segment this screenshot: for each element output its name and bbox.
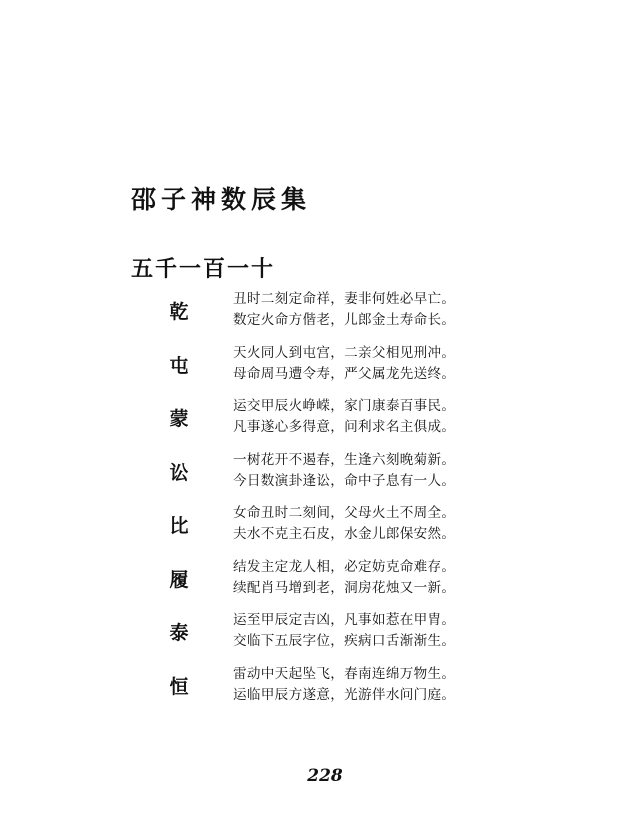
verse-line: 丑时二刻定命祥，妻非何姓必早亡。 xyxy=(233,291,456,307)
section-title: 五千一百一十 xyxy=(131,256,276,282)
page-number: 228 xyxy=(307,766,343,786)
hexagram-entry xyxy=(0,450,640,504)
book-title: 邵子神数辰集 xyxy=(131,185,312,214)
hexagram-name: 履 xyxy=(169,568,189,591)
verse-line: 运临甲辰方遂意，光游伴水问门庭。 xyxy=(233,686,456,703)
verse xyxy=(233,664,455,706)
hexagram-name: 比 xyxy=(169,515,189,537)
verse xyxy=(233,503,455,545)
verse xyxy=(233,343,455,385)
verse xyxy=(233,557,455,599)
verse-line: 女命丑时二刻间，父母火土不周全。 xyxy=(233,505,456,521)
verse xyxy=(233,396,455,438)
hexagram-name: 讼 xyxy=(169,461,189,484)
hexagram-name: 蒙 xyxy=(169,408,189,430)
hexagram-entry xyxy=(0,610,640,664)
verse-line: 运至甲辰定吉凶，凡事如惹在甲胄。 xyxy=(233,612,456,628)
hexagram-entry xyxy=(0,557,640,611)
verse-line: 续配肖马增到老，洞房花烛又一新。 xyxy=(233,579,456,596)
hexagram-name: 屯 xyxy=(169,354,189,377)
hexagram-entry xyxy=(0,396,640,450)
verse-line: 今日数演卦逢讼，命中子息有一人。 xyxy=(233,472,456,489)
verse-line: 一树花开不遏春，生逢六刻晚菊新。 xyxy=(233,451,456,468)
hexagram-entry xyxy=(0,503,640,557)
verse-line: 运交甲辰火峥嵘，家门康泰百事民。 xyxy=(233,398,456,414)
verse-line: 数定火命方偕老，儿郎金土寿命长。 xyxy=(233,312,456,328)
verse-line: 母命周马遭令寿，严父属龙先送终。 xyxy=(233,365,456,382)
verse-line: 交临下五辰字位，疾病口舌渐渐生。 xyxy=(233,633,456,649)
hexagram-name: 泰 xyxy=(169,622,189,644)
verse-line: 夫水不克主石皮，水金儿郎保安然。 xyxy=(233,526,456,542)
verse-line: 雷动中天起坠飞，春南连绵万物生。 xyxy=(233,665,456,682)
verse-line: 天火同人到屯宫，二亲父相见刑冲。 xyxy=(233,344,456,361)
hexagram-entry xyxy=(0,664,640,718)
hexagram-name: 恒 xyxy=(169,675,189,698)
verse-line: 凡事遂心多得意，问利求名主俱成。 xyxy=(233,419,456,435)
verse xyxy=(233,289,455,331)
hexagram-entry-list xyxy=(0,289,640,717)
hexagram-entry xyxy=(0,289,640,343)
hexagram-entry xyxy=(0,343,640,397)
verse-line: 结发主定龙人相，必定妨克命难存。 xyxy=(233,558,456,575)
verse xyxy=(233,610,455,652)
hexagram-name: 乾 xyxy=(169,301,189,323)
verse xyxy=(233,450,455,492)
